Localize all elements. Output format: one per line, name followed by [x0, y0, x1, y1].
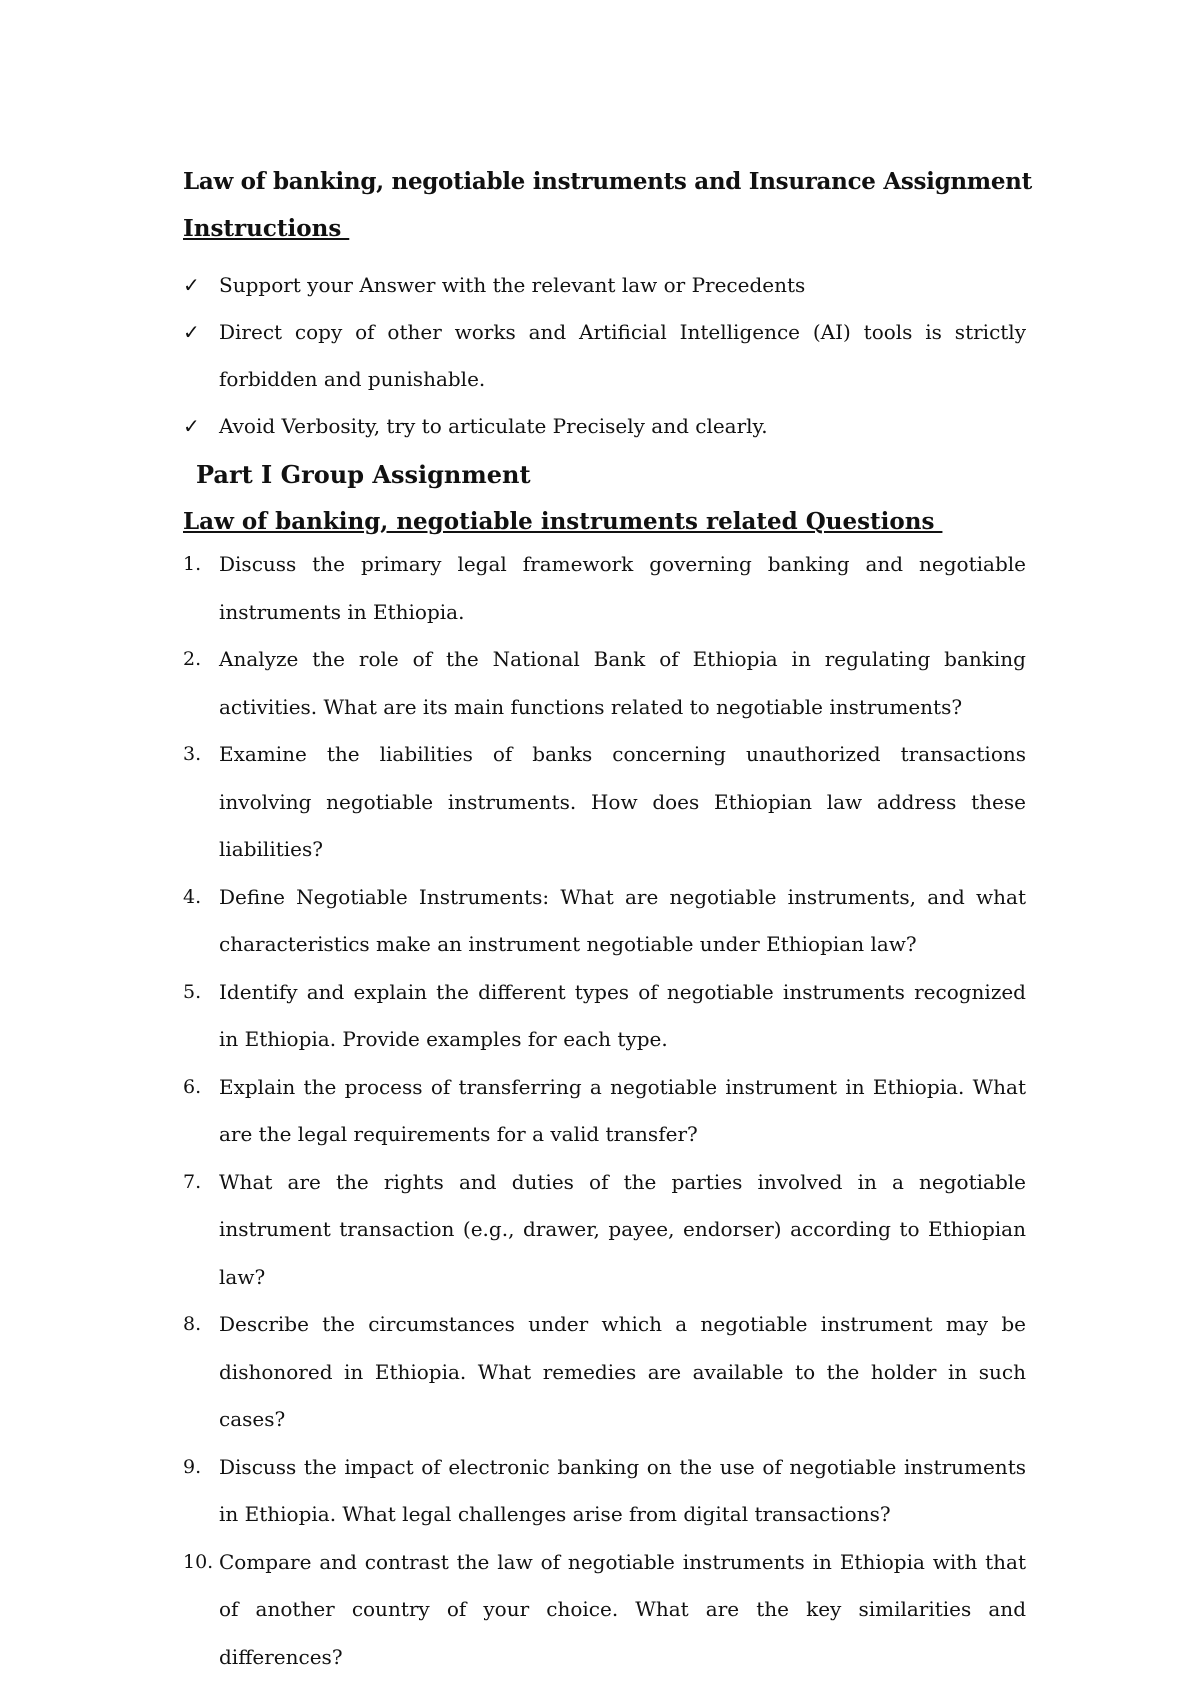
questions-heading: Law of banking, negotiable instruments related Questions: [183, 508, 943, 535]
question-text: Discuss the primary legal framework governing banking and negotiable instruments in Ethiopia.: [219, 552, 1026, 624]
instructions-heading: Instructions: [183, 215, 350, 242]
instruction-text: Avoid Verbosity, try to articulate Precisely and clearly.: [219, 414, 768, 438]
question-number: 3.: [183, 743, 202, 765]
question-item: [183, 1444, 1026, 1539]
checkmark-icon: ✓: [183, 273, 200, 297]
question-item: [183, 1064, 1026, 1159]
checkmark-icon: ✓: [183, 414, 200, 438]
question-item: [183, 541, 1026, 636]
question-item: [183, 1539, 1026, 1682]
question-text: What are the rights and duties of the parties involved in a negotiable instrument transaction (e.g., drawer, payee, endorser) according to Ethiopian law?: [219, 1169, 1026, 1289]
instruction-text: Direct copy of other works and Artificial Intelligence (AI) tools is strictly forbidden and punishable.: [219, 320, 1026, 391]
question-text: Discuss the impact of electronic banking on the use of negotiable instruments in Ethiopia. What legal challenges arise from digital transactions?: [219, 1454, 1026, 1526]
question-item: [183, 731, 1026, 874]
part-heading: Part I Group Assignment: [196, 460, 531, 489]
question-text: Describe the circumstances under which a negotiable instrument may be dishonored in Ethiopia. What remedies are available to the holder in such cases?: [219, 1312, 1026, 1431]
instruction-item: [183, 403, 1026, 450]
question-number: 7.: [183, 1170, 202, 1193]
question-number: 2.: [183, 648, 202, 670]
question-item: [183, 1159, 1026, 1302]
document-title: Law of banking, negotiable instruments and Insurance Assignment: [183, 168, 1032, 195]
question-text: Explain the process of transferring a negotiable instrument in Ethiopia. What are the legal requirements for a valid transfer?: [219, 1074, 1026, 1146]
instruction-text: Support your Answer with the relevant law or Precedents: [219, 273, 806, 297]
question-item: [183, 636, 1026, 731]
question-text: Identify and explain the different types of negotiable instruments recognized in Ethiopia. Provide examples for each type.: [219, 979, 1026, 1051]
question-text: Compare and contrast the law of negotiable instruments in Ethiopia with that of another country of your choice. What are the key similarities and differences?: [219, 1549, 1026, 1669]
question-number: 5.: [183, 980, 202, 1003]
question-number: 8.: [183, 1313, 202, 1335]
instruction-item: [183, 309, 1026, 403]
question-text: Analyze the role of the National Bank of Ethiopia in regulating banking activities. What are its main functions related to negotiable instruments?: [219, 647, 1026, 719]
questions-list: [183, 541, 1026, 1681]
question-number: 6.: [183, 1075, 202, 1098]
question-item: [183, 874, 1026, 969]
question-item: [183, 969, 1026, 1064]
question-item: [183, 1301, 1026, 1444]
checkmark-icon: ✓: [183, 320, 200, 344]
question-number: 10.: [183, 1550, 214, 1573]
question-number: 9.: [183, 1455, 202, 1478]
question-number: 1.: [183, 553, 202, 575]
question-text: Examine the liabilities of banks concerning unauthorized transactions involving negotiable instruments. How does Ethiopian law address these liabilities?: [219, 742, 1026, 861]
instruction-item: [183, 262, 1026, 309]
instructions-list: [183, 262, 1026, 450]
question-text: Define Negotiable Instruments: What are negotiable instruments, and what characteristics make an instrument negotiable under Ethiopian law?: [219, 884, 1026, 956]
question-number: 4.: [183, 885, 202, 908]
